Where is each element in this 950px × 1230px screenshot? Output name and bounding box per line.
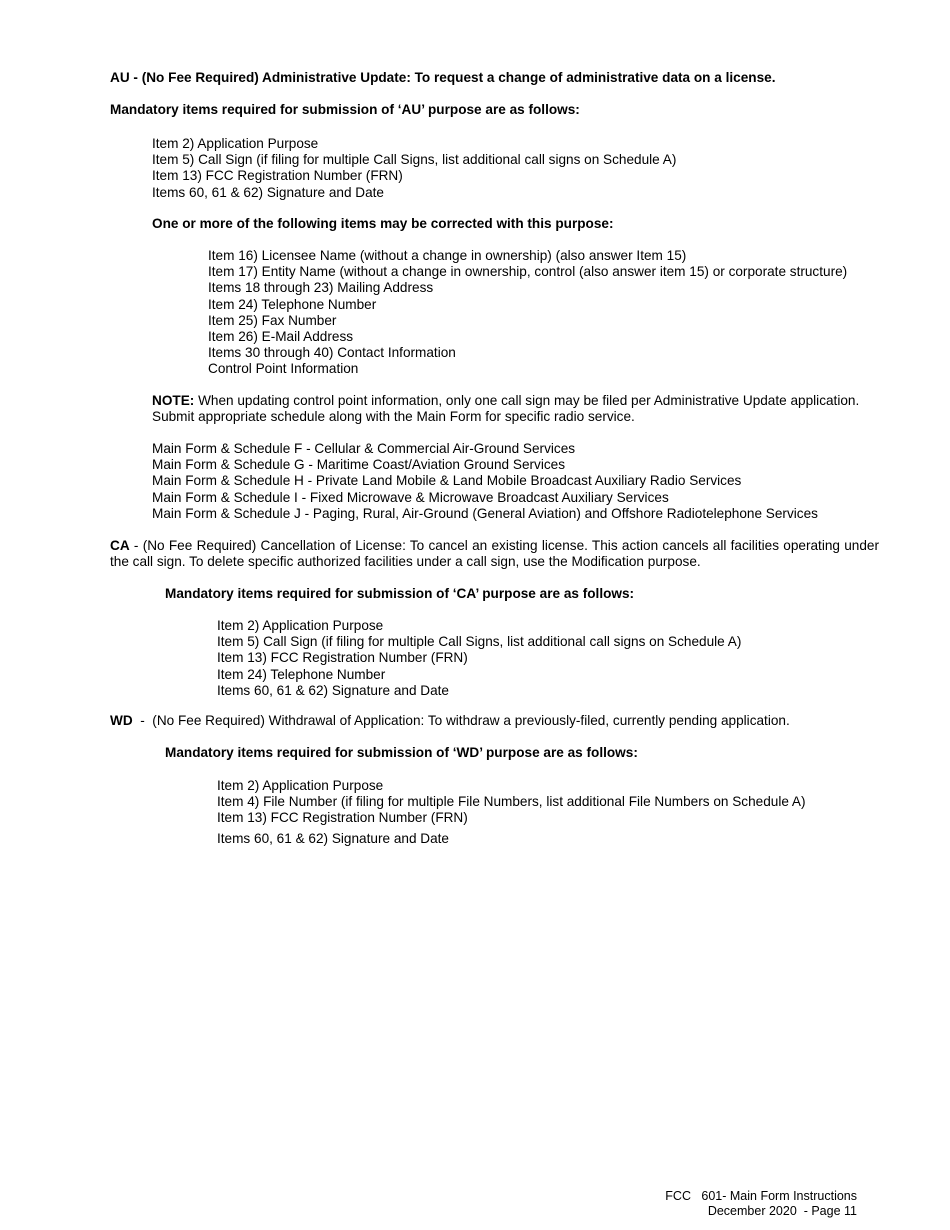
wd-mandatory-list bbox=[217, 778, 806, 847]
page-footer bbox=[665, 1189, 857, 1219]
au-optional-list bbox=[208, 248, 847, 378]
list-item: Main Form & Schedule J - Paging, Rural, Air-Ground (General Aviation) and Offshore Radiotelephone Services bbox=[152, 505, 818, 521]
list-item: Item 2) Application Purpose bbox=[217, 778, 384, 793]
au-heading: AU - (No Fee Required) Administrative Update: To request a change of administrative data on a license. bbox=[110, 70, 776, 85]
ca-description bbox=[110, 538, 879, 570]
list-item: Item 13) FCC Registration Number (FRN) bbox=[217, 650, 468, 666]
footer-date-page: December 2020 - Page 11 bbox=[707, 1204, 857, 1218]
list-item: Items 60, 61 & 62) Signature and Date bbox=[217, 830, 449, 846]
list-item: Control Point Information bbox=[208, 361, 359, 377]
list-item: Item 26) E-Mail Address bbox=[208, 329, 354, 345]
wd-code: WD bbox=[110, 713, 133, 728]
list-item: Main Form & Schedule I - Fixed Microwave & Microwave Broadcast Auxiliary Services bbox=[152, 489, 669, 505]
list-item: Item 4) File Number (if filing for multiple File Numbers, list additional File Numbers on Schedule A) bbox=[217, 794, 806, 810]
wd-description bbox=[110, 713, 790, 729]
ca-mandatory-heading: Mandatory items required for submission of ‘CA’ purpose are as follows: bbox=[165, 586, 635, 601]
list-item: Main Form & Schedule G - Maritime Coast/Aviation Ground Services bbox=[152, 457, 566, 473]
list-item: Items 60, 61 & 62) Signature and Date bbox=[217, 682, 449, 698]
list-item: Item 5) Call Sign (if filing for multiple Call Signs, list additional call signs on Schedule A) bbox=[152, 152, 677, 168]
list-item: Item 24) Telephone Number bbox=[208, 296, 377, 312]
list-item: Main Form & Schedule H - Private Land Mobile & Land Mobile Broadcast Auxiliary Radio Services bbox=[152, 473, 742, 489]
ca-mandatory-list bbox=[217, 618, 741, 699]
list-item: Item 13) FCC Registration Number (FRN) bbox=[152, 168, 403, 184]
note-text: When updating control point information, only one call sign may be filed per Administrative Update application. bbox=[194, 393, 860, 408]
list-item: Main Form & Schedule F - Cellular & Commercial Air-Ground Services bbox=[152, 441, 576, 456]
au-optional-heading: One or more of the following items may be corrected with this purpose: bbox=[152, 216, 614, 231]
list-item: Items 30 through 40) Contact Information bbox=[208, 345, 456, 361]
list-item: Item 5) Call Sign (if filing for multiple Call Signs, list additional call signs on Schedule A) bbox=[217, 634, 742, 650]
ca-text: - (No Fee Required) Cancellation of License: To cancel an existing license. This action cancels all facilities operating under the call sign. To delete specific authorized facilities under a call sign, use the Modification purpose. bbox=[110, 538, 879, 570]
wd-mandatory-heading: Mandatory items required for submission of ‘WD’ purpose are as follows: bbox=[165, 745, 638, 760]
au-note bbox=[152, 393, 859, 425]
au-mandatory-list bbox=[152, 136, 676, 201]
list-item: Item 24) Telephone Number bbox=[217, 666, 386, 682]
list-item: Item 2) Application Purpose bbox=[217, 618, 384, 633]
list-item: Items 60, 61 & 62) Signature and Date bbox=[152, 184, 384, 200]
note-line-2: Submit appropriate schedule along with the Main Form for specific radio service. bbox=[152, 409, 635, 425]
note-line bbox=[152, 393, 859, 409]
au-mandatory-heading: Mandatory items required for submission of ‘AU’ purpose are as follows: bbox=[110, 102, 580, 117]
ca-code: CA bbox=[110, 538, 130, 553]
note-label: NOTE: bbox=[152, 393, 195, 408]
list-item: Item 16) Licensee Name (without a change in ownership) (also answer Item 15) bbox=[208, 248, 687, 263]
au-schedule-list bbox=[152, 441, 818, 522]
list-item: Item 25) Fax Number bbox=[208, 312, 337, 328]
list-item: Item 17) Entity Name (without a change in ownership, control (also answer item 15) or corporate structure) bbox=[208, 264, 848, 280]
list-item: Items 18 through 23) Mailing Address bbox=[208, 280, 434, 296]
list-item: Item 13) FCC Registration Number (FRN) bbox=[217, 810, 468, 826]
wd-text: - (No Fee Required) Withdrawal of Application: To withdraw a previously-filed, currently pending application. bbox=[132, 713, 790, 728]
list-item: Item 2) Application Purpose bbox=[152, 136, 319, 151]
footer-form: FCC 601- Main Form Instructions bbox=[665, 1189, 857, 1203]
